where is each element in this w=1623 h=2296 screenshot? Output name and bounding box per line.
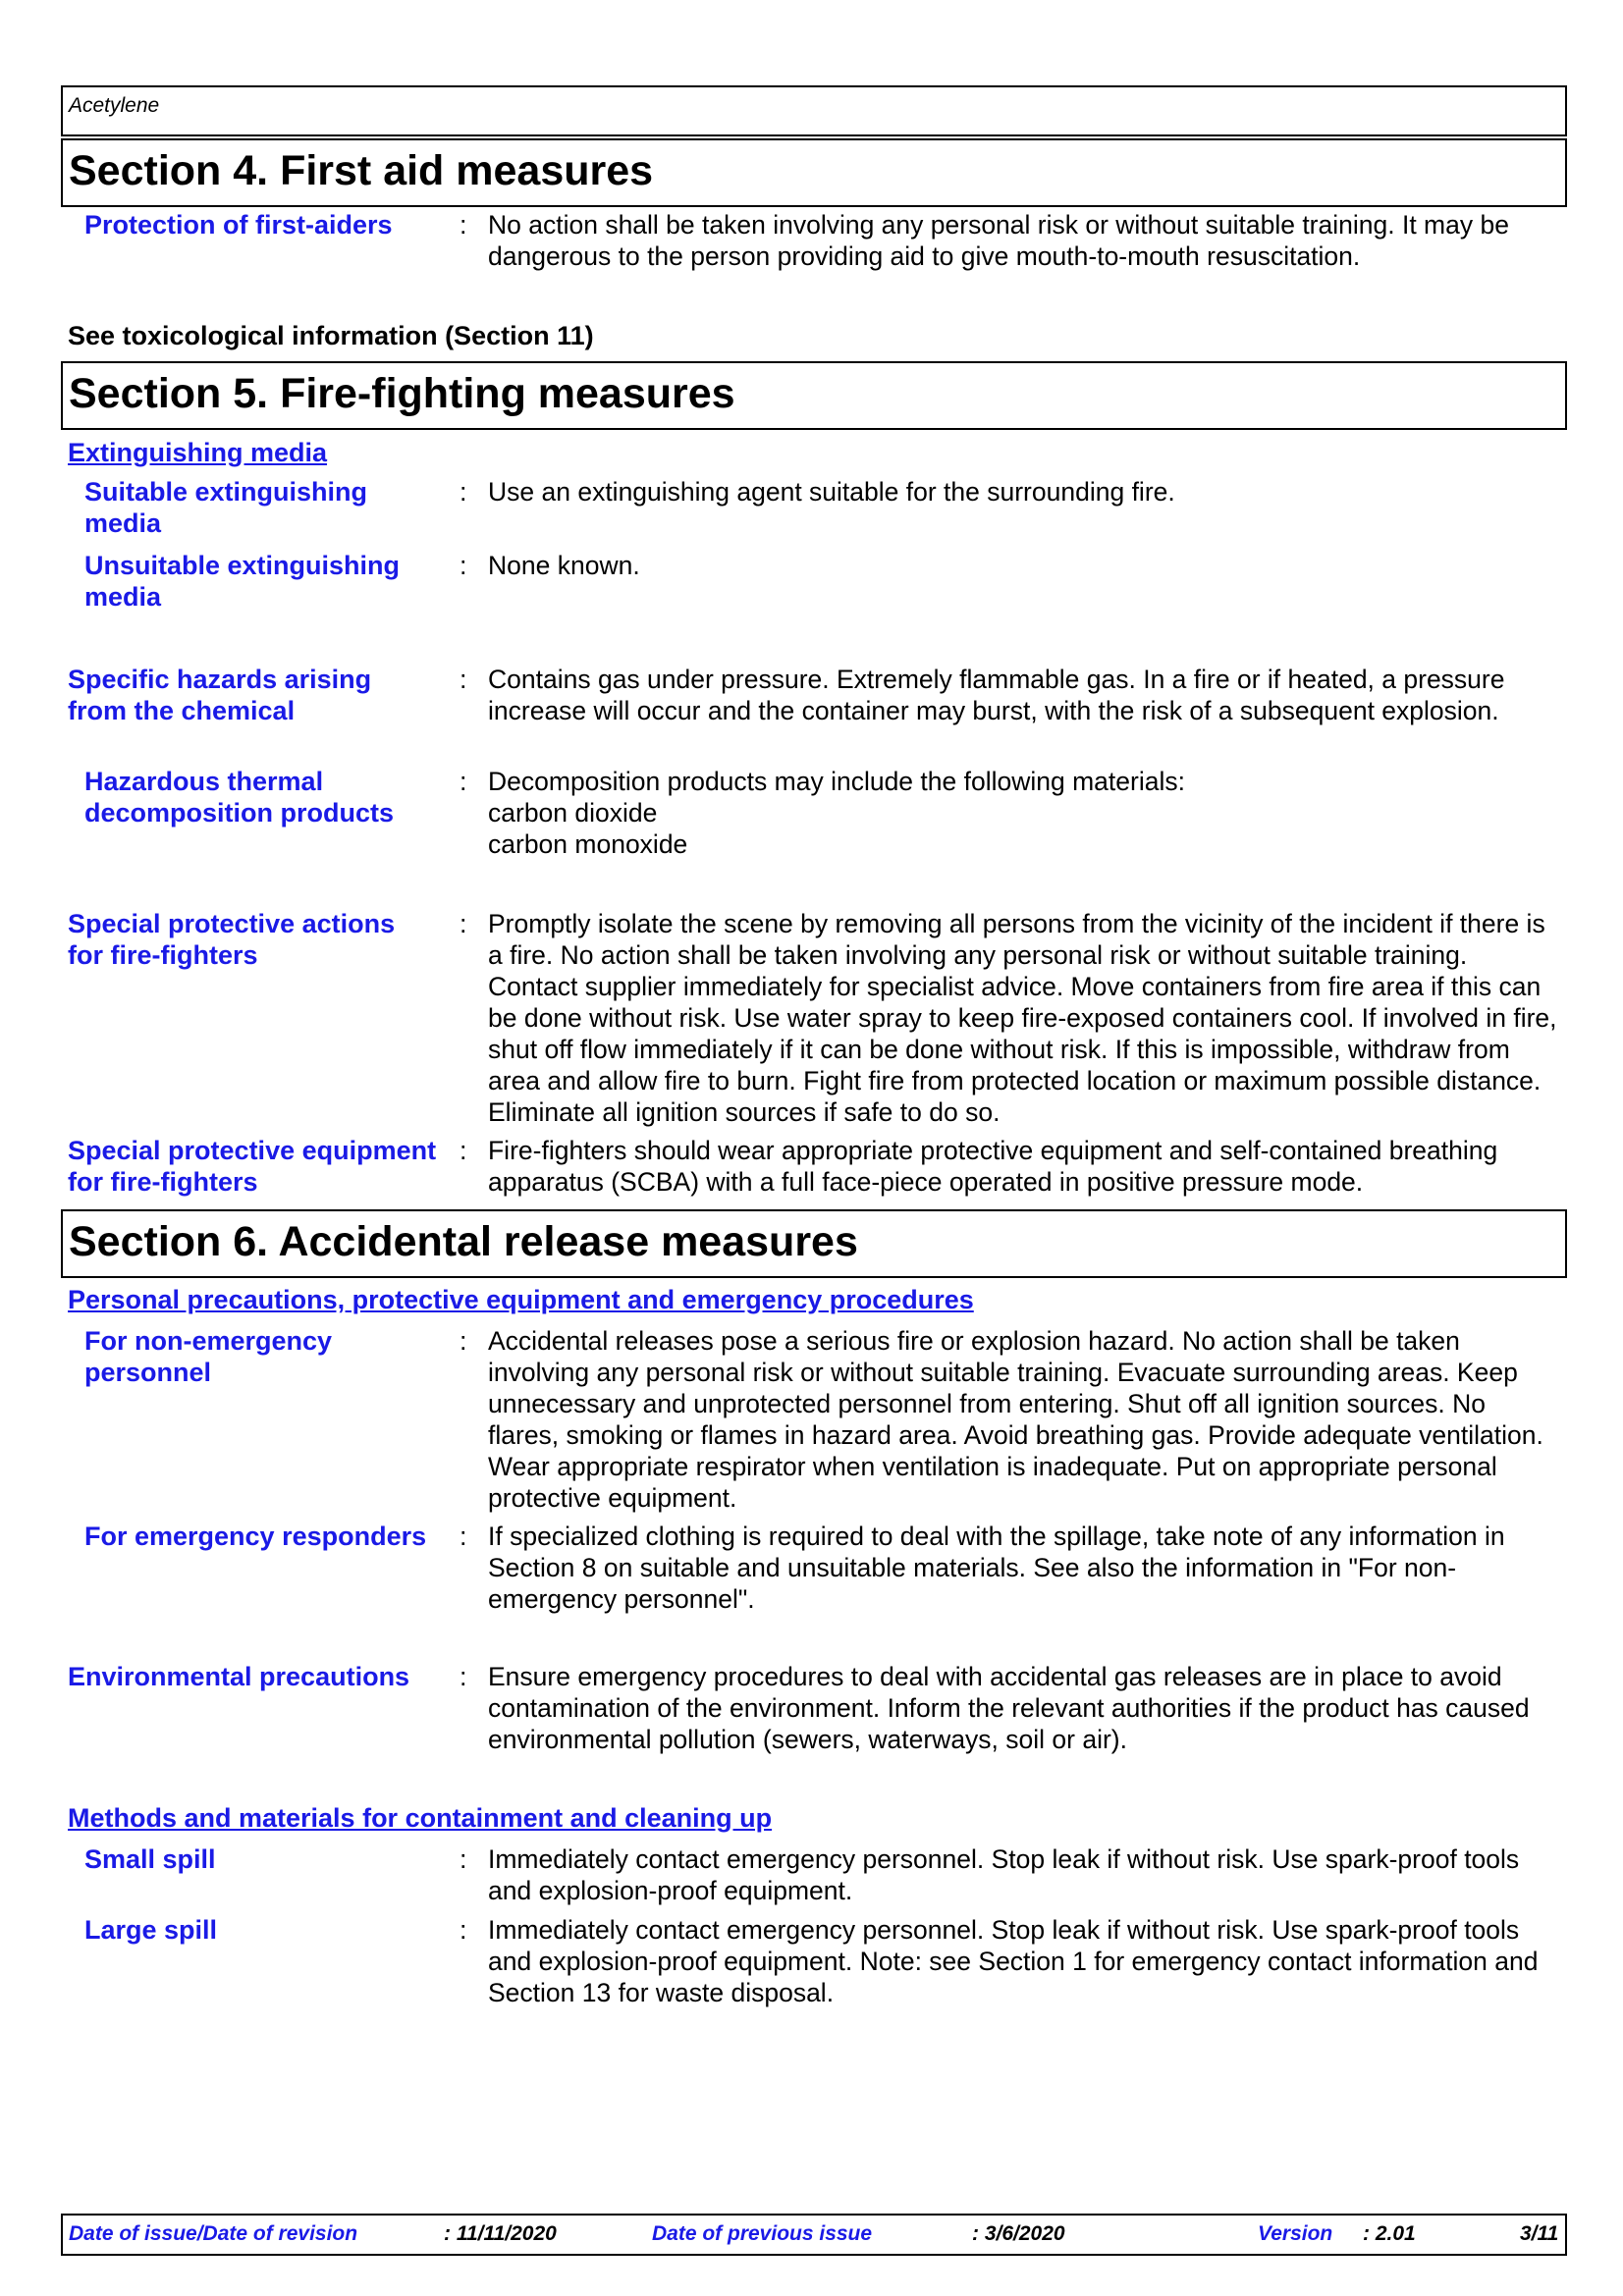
separator: : [460,477,467,507]
separator: : [460,1136,467,1165]
special-equipment-value: Fire-fighters should wear appropriate protective equipment and self-contained breathing apparatus (SCBA) with a full face-piece operated in positive pressure mode. [488,1136,1498,1197]
personal-precautions-heading: Personal precautions, protective equipment and emergency procedures [68,1285,974,1314]
thermal-decomposition-value [488,766,1558,860]
footer-issue-value: : 11/11/2020 [444,2222,557,2245]
product-name: Acetylene [69,94,160,117]
specific-hazards-value: Contains gas under pressure. Extremely flammable gas. In a fire or if heated, a pressure increase will occur and the container may burst, with the risk of a subsequent explosion. [488,665,1505,725]
suitable-media-value: Use an extinguishing agent suitable for the surrounding fire. [488,477,1175,507]
separator: : [460,1326,467,1356]
separator: : [460,767,467,796]
environmental-precautions-value: Ensure emergency procedures to deal with accidental gas releases are in place to avoid contamination of the environment. Inform the relevant authorities if the product has caused environmental pollution (sewers, waterways, soil or air). [488,1662,1530,1754]
unsuitable-media-label: Unsuitable extinguishing media [84,551,401,612]
unsuitable-media-value: None known. [488,551,640,580]
section6-title: Section 6. Accidental release measures [69,1218,858,1265]
separator: : [460,1662,467,1691]
extinguishing-media-heading: Extinguishing media [68,438,328,467]
footer-previous-label: Date of previous issue [652,2222,873,2245]
special-actions-value: Promptly isolate the scene by removing all persons from the vicinity of the incident if there is a fire. No action shall be taken involving any personal risk or without suitable training. Contact supplier immediately for specialist advice. Move containers from fire area if this can be done without risk. Use water spray to keep fire-exposed containers cool. If involved in fire, shut off flow immediately if it can be done without risk. If this is impossible, withdraw from area and allow fire to burn. Fight fire from protected location or maximum possible distance. Eliminate all ignition sources if safe to do so. [488,909,1557,1127]
methods-heading: Methods and materials for containment and cleaning up [68,1803,773,1833]
footer-version-label: Version [1258,2222,1333,2245]
small-spill-label: Small spill [84,1844,216,1874]
separator: : [460,551,467,580]
protection-first-aiders-label: Protection of first-aiders [84,210,393,240]
specific-hazards-label: Specific hazards arising from the chemical [68,665,372,725]
toxicology-note: See toxicological information (Section 11) [68,321,594,350]
separator: : [460,1844,467,1874]
emergency-responders-value: If specialized clothing is required to deal with the spillage, take note of any information in Section 8 on suitable and unsuitable materials. See also the information in "For non-emergency personnel". [488,1522,1505,1614]
section5-title: Section 5. Fire-fighting measures [69,370,735,417]
thermal-value-item: carbon monoxide [488,829,688,859]
large-spill-label: Large spill [84,1915,218,1945]
small-spill-value: Immediately contact emergency personnel. Stop leak if without risk. Use spark-proof tools and explosion-proof equipment. [488,1844,1520,1905]
special-actions-label: Special protective actions for fire-fighters [68,909,396,970]
non-emergency-value: Accidental releases pose a serious fire or explosion hazard. No action shall be taken involving any personal risk or without suitable training. Evacuate surrounding areas. Keep unnecessary and unprotected personnel from entering. Shut off all ignition sources. No flares, smoking or flames in hazard area. Avoid breathing gas. Provide adequate ventilation. Wear appropriate respirator when ventilation is inadequate. Put on appropriate personal protective equipment. [488,1326,1543,1513]
section4-title: Section 4. First aid measures [69,147,654,194]
product-header-box [61,85,1567,136]
thermal-value-intro: Decomposition products may include the following materials: [488,767,1185,796]
separator: : [460,1915,467,1945]
non-emergency-label: For non-emergency personnel [84,1326,333,1387]
thermal-value-item: carbon dioxide [488,798,658,828]
large-spill-value: Immediately contact emergency personnel. Stop leak if without risk. Use spark-proof tools and explosion-proof equipment. Note: see Section 1 for emergency contact information and Section 13 for waste disposal. [488,1915,1539,2007]
footer-previous-value: : 3/6/2020 [972,2222,1065,2245]
footer-page-number: 3/11 [1520,2222,1559,2245]
emergency-responders-label: For emergency responders [84,1522,427,1551]
separator: : [460,1522,467,1551]
suitable-media-label: Suitable extinguishing media [84,477,368,538]
thermal-decomposition-label: Hazardous thermal decomposition products [84,767,395,828]
protection-first-aiders-value: No action shall be taken involving any personal risk or without suitable training. It may be dangerous to the person providing aid to give mouth-to-mouth resuscitation. [488,210,1509,271]
footer-version-value: : 2.01 [1363,2222,1416,2245]
environmental-precautions-label: Environmental precautions [68,1662,410,1691]
separator: : [460,909,467,938]
separator: : [460,665,467,694]
separator: : [460,210,467,240]
footer-issue-label: Date of issue/Date of revision [69,2222,358,2245]
special-equipment-label: Special protective equipment for fire-fighters [68,1136,437,1197]
